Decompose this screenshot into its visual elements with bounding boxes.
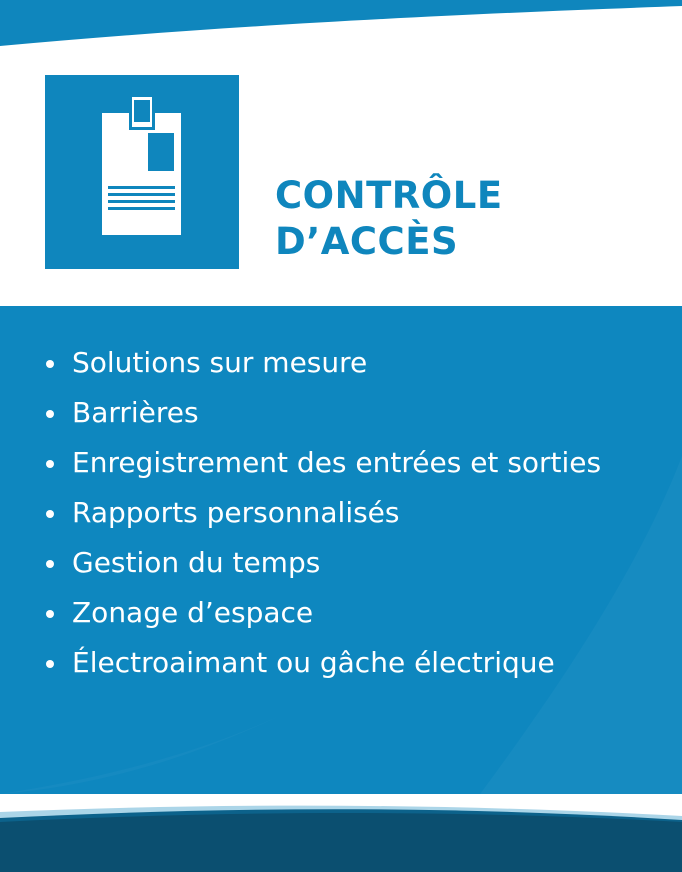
id-badge-icon	[45, 75, 239, 269]
title-line-2: D’ACCÈS	[275, 220, 459, 263]
feature-item-enregistrement: Enregistrement des entrées et sorties	[44, 438, 601, 488]
feature-item-barrieres: Barrières	[44, 388, 601, 438]
header-section	[0, 0, 682, 306]
features-panel	[0, 306, 682, 794]
bottom-wave-decoration	[0, 794, 682, 872]
title-line-1: CONTRÔLE	[275, 174, 503, 217]
feature-item-rapports: Rapports personnalisés	[44, 488, 601, 538]
page-title	[275, 173, 503, 265]
feature-item-zonage: Zonage d’espace	[44, 588, 601, 638]
feature-item-electroaimant: Électroaimant ou gâche électrique	[44, 638, 601, 688]
feature-list	[44, 338, 601, 688]
icon-tile	[45, 75, 239, 269]
feature-item-gestion-temps: Gestion du temps	[44, 538, 601, 588]
feature-item-solutions: Solutions sur mesure	[44, 338, 601, 388]
